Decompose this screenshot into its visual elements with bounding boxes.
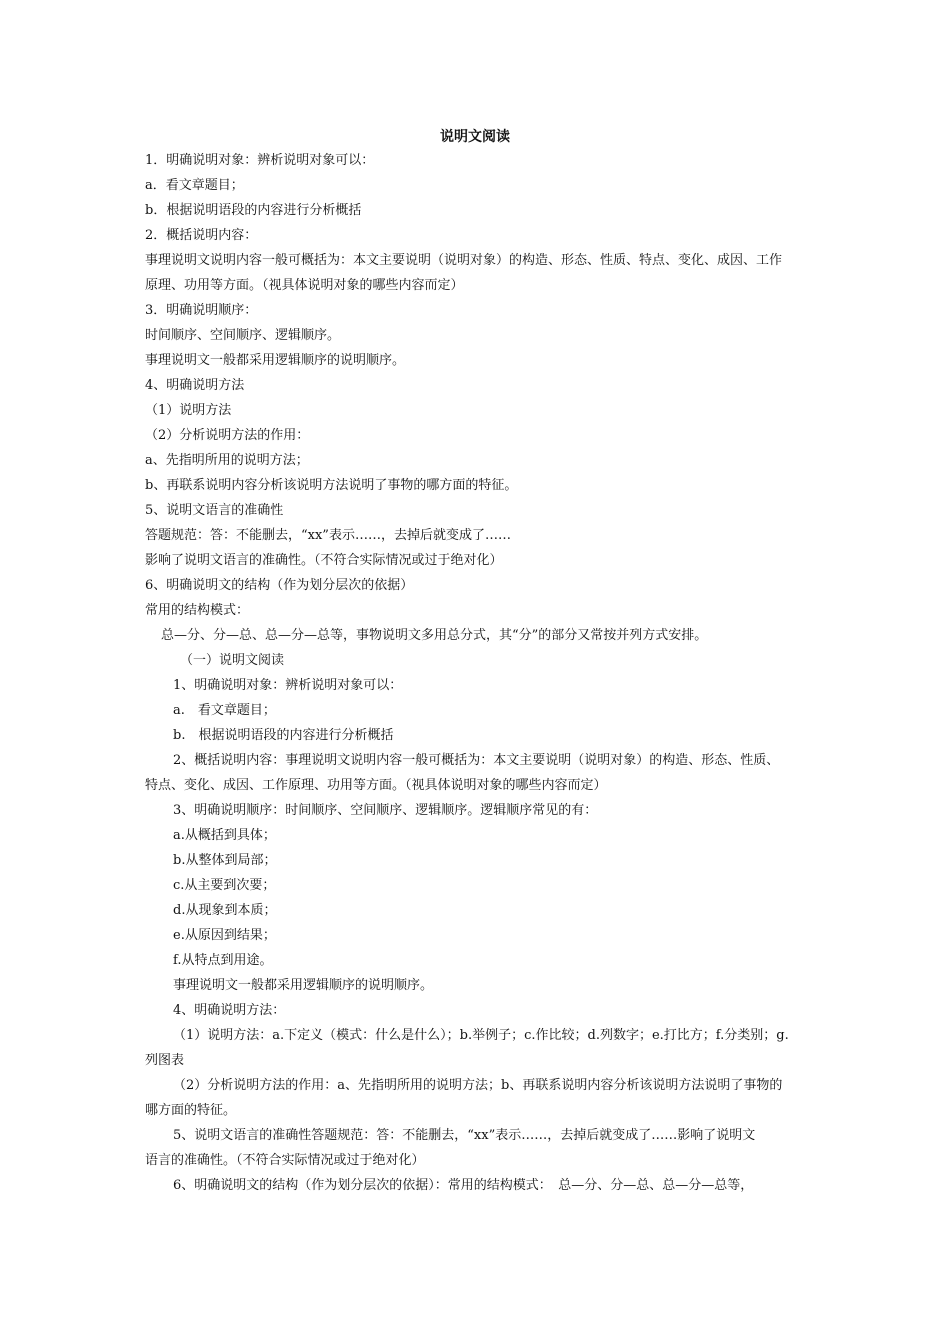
list-item: f.从特点到用途。 bbox=[173, 953, 273, 968]
list-item: d.从现象到本质； bbox=[173, 903, 277, 918]
text-line: （1）说明方法 bbox=[145, 403, 232, 418]
list-item: a.从概括到具体； bbox=[173, 828, 276, 843]
text-line: 1．明确说明对象：辨析说明对象可以： bbox=[145, 153, 375, 168]
text-line: 4、明确说明方法： bbox=[173, 1003, 286, 1018]
text-line: （2）分析说明方法的作用：a、先指明所用的说明方法；b、再联系说明内容分析该说明方法说明了事物的 bbox=[173, 1078, 783, 1093]
text-line: （1）说明方法：a.下定义（模式：什么是什么）；b.举例子；c.作比较；d.列数字；e.打比方；f.分类别；g. bbox=[173, 1028, 789, 1043]
document-title: 说明文阅读 bbox=[440, 129, 510, 145]
text-line: 事理说明文一般都采用逻辑顺序的说明顺序。 bbox=[145, 353, 406, 368]
text-line: 答题规范：答：不能删去，“xx”表示……，去掉后就变成了…… bbox=[145, 528, 511, 543]
list-item: c.从主要到次要； bbox=[173, 878, 276, 893]
text-line: b、再联系说明内容分析该说明方法说明了事物的哪方面的特征。 bbox=[145, 478, 518, 493]
text-line: 5、说明文语言的准确性 bbox=[145, 503, 284, 518]
text-line: 特点、变化、成因、工作原理、功用等方面。（视具体说明对象的哪些内容而定） bbox=[145, 778, 607, 793]
text-line: 事理说明文一般都采用逻辑顺序的说明顺序。 bbox=[173, 978, 434, 993]
text-line: 时间顺序、空间顺序、逻辑顺序。 bbox=[145, 328, 341, 343]
text-line: b．根据说明语段的内容进行分析概括 bbox=[145, 203, 362, 218]
text-line: a．看文章题目； bbox=[145, 178, 244, 193]
text-line: 语言的准确性。（不符合实际情况或过于绝对化） bbox=[145, 1153, 425, 1168]
text-line: 4、明确说明方法 bbox=[145, 378, 245, 393]
text-line: 5、说明文语言的准确性答题规范：答：不能删去，“xx”表示……，去掉后就变成了……影响了说明文 bbox=[173, 1128, 756, 1143]
text-line: a. 看文章题目； bbox=[173, 703, 276, 718]
text-line: 1、明确说明对象：辨析说明对象可以： bbox=[173, 678, 403, 693]
text-line: 列图表 bbox=[145, 1053, 185, 1068]
text-line: 3、明确说明顺序：时间顺序、空间顺序、逻辑顺序。逻辑顺序常见的有： bbox=[173, 803, 598, 818]
text-line: a、先指明所用的说明方法； bbox=[145, 453, 309, 468]
text-line: 总—分、分—总、总—分—总等，事物说明文多用总分式，其“分”的部分又常按并列方式安排。 bbox=[161, 628, 708, 643]
text-line: b. 根据说明语段的内容进行分析概括 bbox=[173, 728, 394, 743]
text-line: 2．概括说明内容： bbox=[145, 228, 258, 243]
text-line: 常用的结构模式： bbox=[145, 603, 250, 618]
text-line: 影响了说明文语言的准确性。（不符合实际情况或过于绝对化） bbox=[145, 553, 503, 568]
section-heading: （一）说明文阅读 bbox=[180, 653, 285, 668]
text-line: 6、明确说明文的结构（作为划分层次的依据） bbox=[145, 578, 414, 593]
text-line: 原理、功用等方面。（视具体说明对象的哪些内容而定） bbox=[145, 278, 464, 293]
list-item: e.从原因到结果； bbox=[173, 928, 276, 943]
text-line: 2、概括说明内容：事理说明文说明内容一般可概括为：本文主要说明（说明对象）的构造、形态、性质、 bbox=[173, 753, 780, 768]
text-line: 3．明确说明顺序： bbox=[145, 303, 258, 318]
text-line: 哪方面的特征。 bbox=[145, 1103, 237, 1118]
text-line: 事理说明文说明内容一般可概括为：本文主要说明（说明对象）的构造、形态、性质、特点、变化、成因、工作 bbox=[145, 253, 783, 268]
text-line: 6、明确说明文的结构（作为划分层次的依据）：常用的结构模式： 总—分、分—总、总—分—总等， bbox=[173, 1178, 754, 1193]
text-line: （2）分析说明方法的作用： bbox=[145, 428, 310, 443]
list-item: b.从整体到局部； bbox=[173, 853, 277, 868]
